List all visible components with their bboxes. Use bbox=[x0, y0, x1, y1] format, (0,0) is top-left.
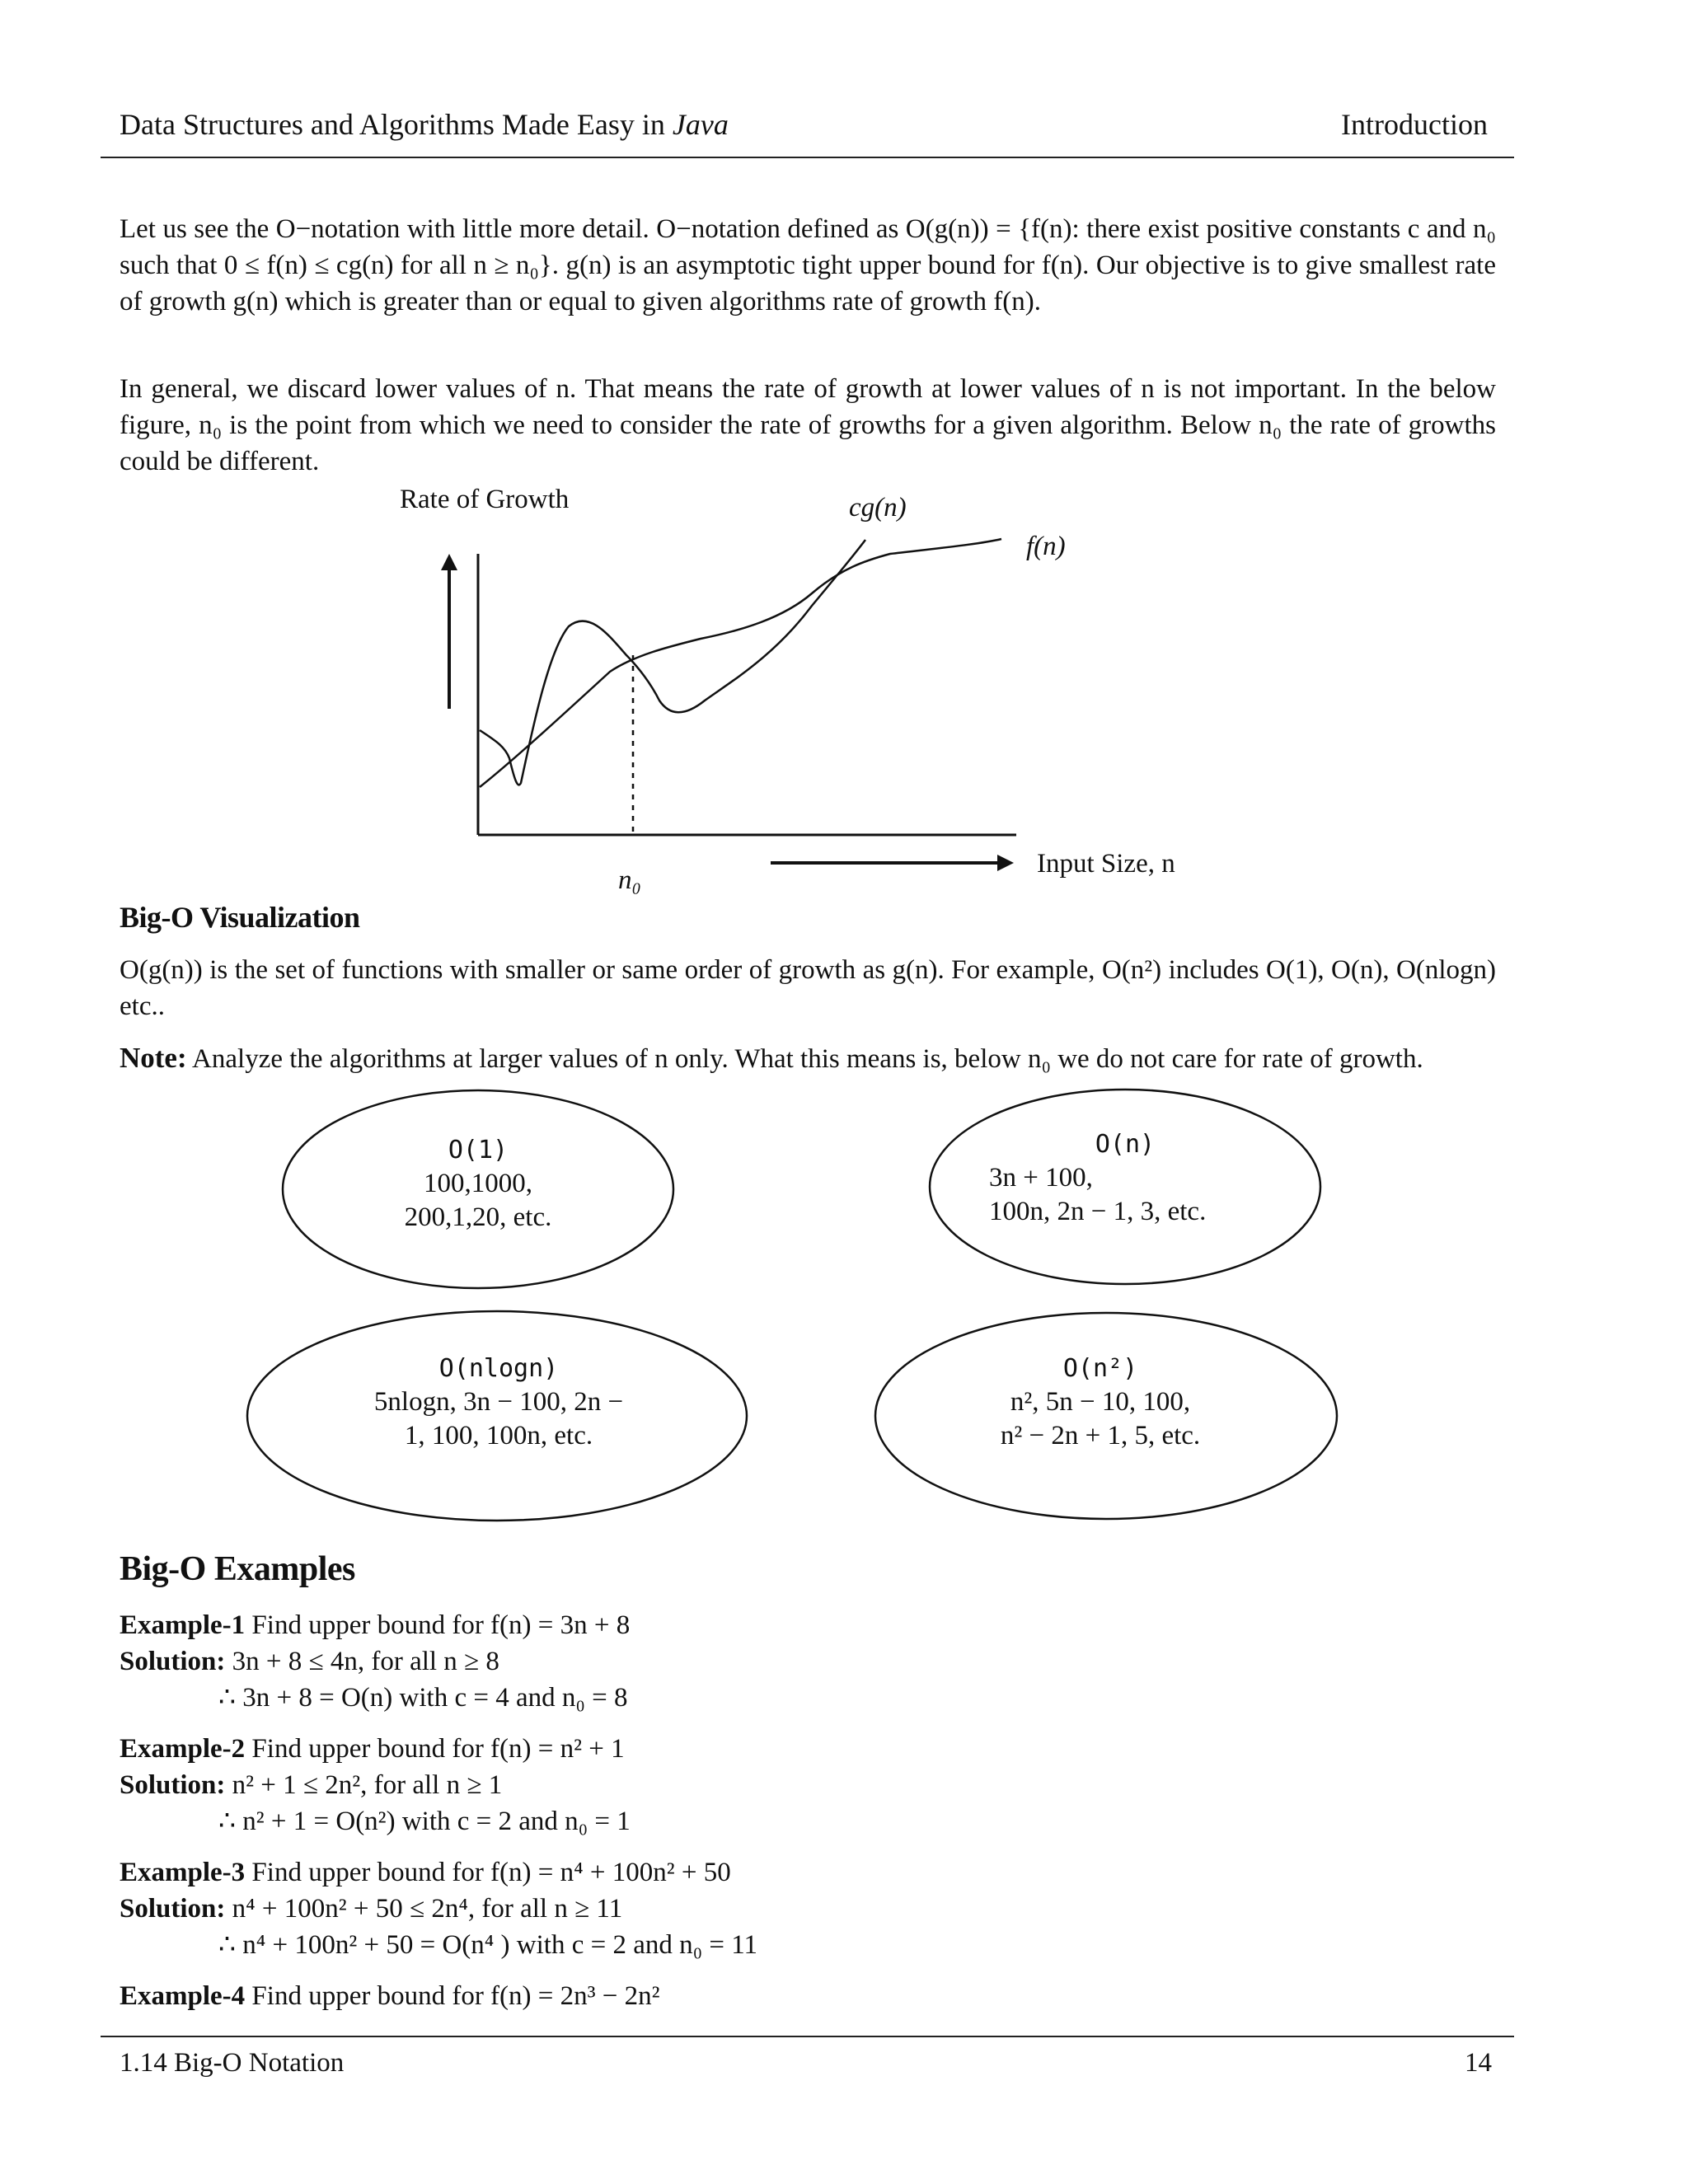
example-1-label: Example-1 bbox=[120, 1610, 246, 1640]
x-axis-label: Input Size, n bbox=[1037, 849, 1175, 879]
oval-onlogn-text bbox=[338, 1352, 659, 1453]
example-3-solution-label: Solution: bbox=[120, 1894, 226, 1924]
oval-on-text bbox=[989, 1127, 1261, 1229]
oval-o1-text bbox=[346, 1133, 610, 1235]
f-curve-label: f(n) bbox=[1026, 532, 1066, 561]
example-3-question: Example-3 Find upper bound for f(n) = n⁴ + 100n² + 50 bbox=[120, 1858, 731, 1887]
oval-on2-text bbox=[964, 1352, 1236, 1453]
y-axis-label: Rate of Growth bbox=[400, 485, 570, 514]
chapter-title: Introduction bbox=[1341, 108, 1488, 141]
footer-rule bbox=[101, 2036, 1514, 2037]
oval-o1-line1: 100,1000, bbox=[424, 1169, 532, 1198]
oval-on2-line1: n², 5n − 10, 100, bbox=[1010, 1387, 1191, 1417]
example-2-conclusion: ∴ n² + 1 = O(n²) with c = 2 and n₀ = 1 bbox=[218, 1807, 631, 1836]
example-1-solution: Solution: 3n + 8 ≤ 4n, for all n ≥ 8 bbox=[120, 1647, 499, 1676]
oval-o1-title: O(1) bbox=[448, 1136, 509, 1165]
example-4-label: Example-4 bbox=[120, 1981, 246, 2011]
paragraph-set-of-functions: O(g(n)) is the set of functions with smaller or same order of growth as g(n). For example, O(n²) includes O(1), O(n), O(nlogn) etc.. bbox=[120, 955, 1496, 1021]
footer-section: 1.14 Big-O Notation bbox=[120, 2048, 345, 2078]
oval-onlogn-line1: 5nlogn, 3n − 100, 2n − bbox=[373, 1387, 624, 1417]
page-footer bbox=[120, 2048, 1492, 2079]
example-2-question: Example-2 Find upper bound for f(n) = n² + 1 bbox=[120, 1734, 625, 1764]
section-title-examples: Big-O Examples bbox=[120, 1550, 355, 1588]
oval-onlogn-title: O(nlogn) bbox=[438, 1354, 559, 1383]
paragraph-o-notation: Let us see the O−notation with little more detail. O−notation defined as O(g(n)) = {f(n): there exist positive constants c and n₀ such that 0 ≤ f(n) ≤ cg(n) for all n ≥ n₀}. g(n) is an asymptotic tight upper bound for f(n). Our objective is to give smallest rate of growth g(n) which is greater than or equal to given algorithms rate of growth f(n). bbox=[120, 214, 1496, 316]
example-4-question: Example-4 Find upper bound for f(n) = 2n³ − 2n² bbox=[120, 1981, 660, 2011]
book-title: Data Structures and Algorithms Made Easy in Java bbox=[120, 108, 729, 141]
example-2-label: Example-2 bbox=[120, 1734, 246, 1764]
example-1-question: Example-1 Find upper bound for f(n) = 3n + 8 bbox=[120, 1610, 631, 1640]
n0-label: n₀ bbox=[618, 865, 641, 895]
example-3-label: Example-3 bbox=[120, 1858, 246, 1887]
example-1-conclusion: ∴ 3n + 8 = O(n) with c = 4 and n₀ = 8 bbox=[218, 1683, 628, 1713]
example-1-solution-label: Solution: bbox=[120, 1647, 226, 1676]
note-label: Note: bbox=[120, 1042, 187, 1074]
example-2-solution: Solution: n² + 1 ≤ 2n², for all n ≥ 1 bbox=[120, 1770, 503, 1800]
oval-on-line1: 3n + 100, bbox=[989, 1163, 1093, 1193]
oval-on2-title: O(n²) bbox=[1062, 1354, 1138, 1383]
oval-o1-line2: 200,1,20, etc. bbox=[404, 1202, 552, 1232]
example-3-conclusion: ∴ n⁴ + 100n² + 50 = O(n⁴ ) with c = 2 and n₀ = 11 bbox=[218, 1930, 758, 1960]
note-text: Analyze the algorithms at larger values of n only. What this means is, below n₀ we do not care for rate of growth. bbox=[186, 1044, 1423, 1074]
oval-onlogn-line2: 1, 100, 100n, etc. bbox=[404, 1421, 593, 1451]
oval-on2-line2: n² − 2n + 1, 5, etc. bbox=[1000, 1421, 1201, 1451]
page-number: 14 bbox=[1465, 2048, 1492, 2078]
example-2-solution-label: Solution: bbox=[120, 1770, 226, 1800]
oval-on-title: O(n) bbox=[1095, 1130, 1156, 1159]
example-3-solution: Solution: n⁴ + 100n² + 50 ≤ 2n⁴, for all n ≥ 11 bbox=[120, 1894, 623, 1924]
section-title-visualization: Big-O Visualization bbox=[120, 901, 360, 934]
cg-curve-label: cg(n) bbox=[849, 493, 907, 523]
oval-on-line2: 100n, 2n − 1, 3, etc. bbox=[989, 1197, 1207, 1226]
paragraph-lower-values: In general, we discard lower values of n. That means the rate of growth at lower values of n is not important. In the below figure, n₀ is the point from which we need to consider the rate of growths for a given algorithm. Below n₀ the rate of growths could be different. bbox=[120, 374, 1496, 476]
